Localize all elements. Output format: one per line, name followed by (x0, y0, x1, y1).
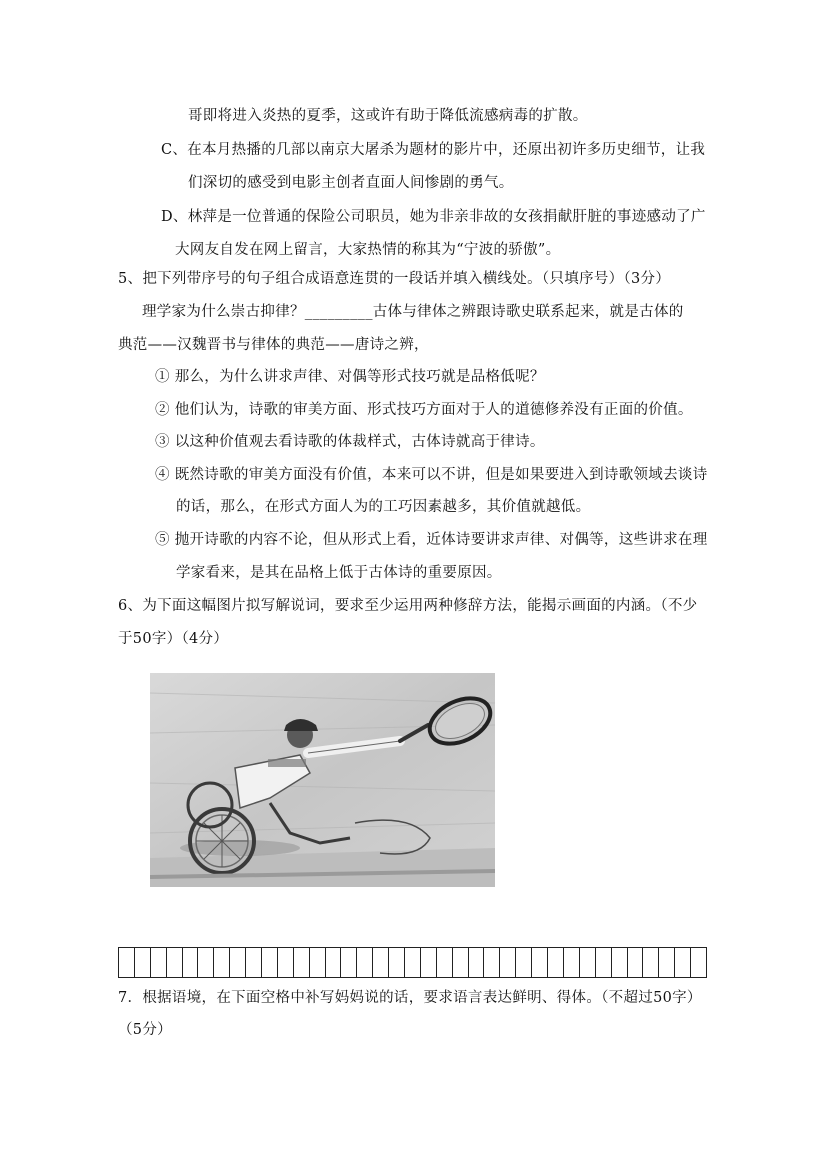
answer-grid-cell[interactable] (628, 947, 644, 978)
q5-sentence-4-cont: 的话，那么，在形式方面人为的工巧因素越多，其价值就越低。 (176, 499, 591, 515)
answer-grid-cell[interactable] (214, 947, 230, 978)
q5-sentence-2: ② 他们认为，诗歌的审美方面、形式技巧方面对于人的道德修养没有正面的价值。 (155, 402, 693, 418)
question-7: 7．根据语境，在下面空格中补写妈妈说的话，要求语言表达鲜明、得体。（不超过50字） (118, 990, 702, 1006)
answer-grid-cell[interactable] (405, 947, 421, 978)
answer-grid-cell[interactable] (389, 947, 405, 978)
answer-grid-cell[interactable] (357, 947, 373, 978)
answer-grid-cell[interactable] (675, 947, 691, 978)
answer-grid-cell[interactable] (532, 947, 548, 978)
answer-grid-cell[interactable] (596, 947, 612, 978)
answer-grid-cell[interactable] (373, 947, 389, 978)
answer-grid-cell[interactable] (659, 947, 675, 978)
answer-grid-cell[interactable] (643, 947, 659, 978)
answer-grid-cell[interactable] (246, 947, 262, 978)
answer-grid-cell[interactable] (516, 947, 532, 978)
answer-grid-cell[interactable] (469, 947, 485, 978)
answer-grid-cell[interactable] (580, 947, 596, 978)
answer-grid-cell[interactable] (310, 947, 326, 978)
option-d-cont: 大网友自发在网上留言，大家热情的称其为“宁波的骄傲”。 (175, 242, 561, 258)
answer-grid[interactable] (118, 947, 707, 978)
q5-passage-1: 理学家为什么崇古抑律？_________古体与律体之辨跟诗歌史联系起来，就是古体的 (142, 304, 684, 320)
answer-grid-cell[interactable] (691, 947, 707, 978)
answer-grid-cell[interactable] (262, 947, 278, 978)
option-d-line: D、林萍是一位普通的保险公司职员，她为非亲非故的女孩捐献肝脏的事迹感动了广 (161, 209, 706, 225)
answer-grid-cell[interactable] (326, 947, 342, 978)
q5-sentence-5-cont: 学家看来，是其在品格上低于古体诗的重要原因。 (176, 565, 502, 581)
option-c-line: C、在本月热播的几部以南京大屠杀为题材的影片中，还原出初许多历史细节，让我 (161, 142, 706, 158)
answer-grid-cell[interactable] (564, 947, 580, 978)
q5-sentence-3: ③ 以这种价值观去看诗歌的体裁样式，古体诗就高于律诗。 (155, 434, 545, 450)
question-6-cont: 于50字）（4分） (118, 631, 229, 647)
q5-sentence-5: ⑤ 抛开诗歌的内容不论，但从形式上看，近体诗要讲求声律、对偶等，这些讲求在理 (155, 532, 708, 548)
answer-grid-cell[interactable] (421, 947, 437, 978)
question-7-cont: （5分） (118, 1022, 172, 1038)
q5-passage-2: 典范——汉魏晋书与律体的典范——唐诗之辨， (118, 337, 429, 353)
answer-grid-cell[interactable] (119, 947, 135, 978)
answer-grid-cell[interactable] (453, 947, 469, 978)
answer-grid-cell[interactable] (167, 947, 183, 978)
question-6: 6、为下面这幅图片拟写解说词，要求至少运用两种修辞方法，能揭示画面的内涵。（不少 (118, 598, 698, 614)
answer-grid-cell[interactable] (548, 947, 564, 978)
q5-sentence-1: ① 那么，为什么讲求声律、对偶等形式技巧就是品格低呢？ (155, 369, 545, 385)
answer-grid-cell[interactable] (230, 947, 246, 978)
answer-grid-cell[interactable] (341, 947, 357, 978)
q5-sentence-4: ④ 既然诗歌的审美方面没有价值，本来可以不讲，但是如果要进入到诗歌领域去谈诗 (155, 467, 708, 483)
answer-grid-cell[interactable] (612, 947, 628, 978)
answer-grid-cell[interactable] (198, 947, 214, 978)
answer-grid-cell[interactable] (500, 947, 516, 978)
answer-grid-cell[interactable] (294, 947, 310, 978)
answer-grid-cell[interactable] (151, 947, 167, 978)
option-c-cont: 们深切的感受到电影主创者直面人间惨剧的勇气。 (188, 175, 514, 191)
answer-grid-cell[interactable] (183, 947, 199, 978)
answer-grid-cell[interactable] (135, 947, 151, 978)
answer-grid-cell[interactable] (278, 947, 294, 978)
question-5: 5、把下列带序号的句子组合成语意连贯的一段话并填入横线处。（只填序号）（3分） (118, 271, 671, 287)
wheelchair-tennis-photo (150, 673, 495, 887)
answer-grid-cell[interactable] (437, 947, 453, 978)
text-line: 哥即将进入炎热的夏季，这或许有助于降低流感病毒的扩散。 (188, 108, 588, 124)
answer-grid-cell[interactable] (484, 947, 500, 978)
